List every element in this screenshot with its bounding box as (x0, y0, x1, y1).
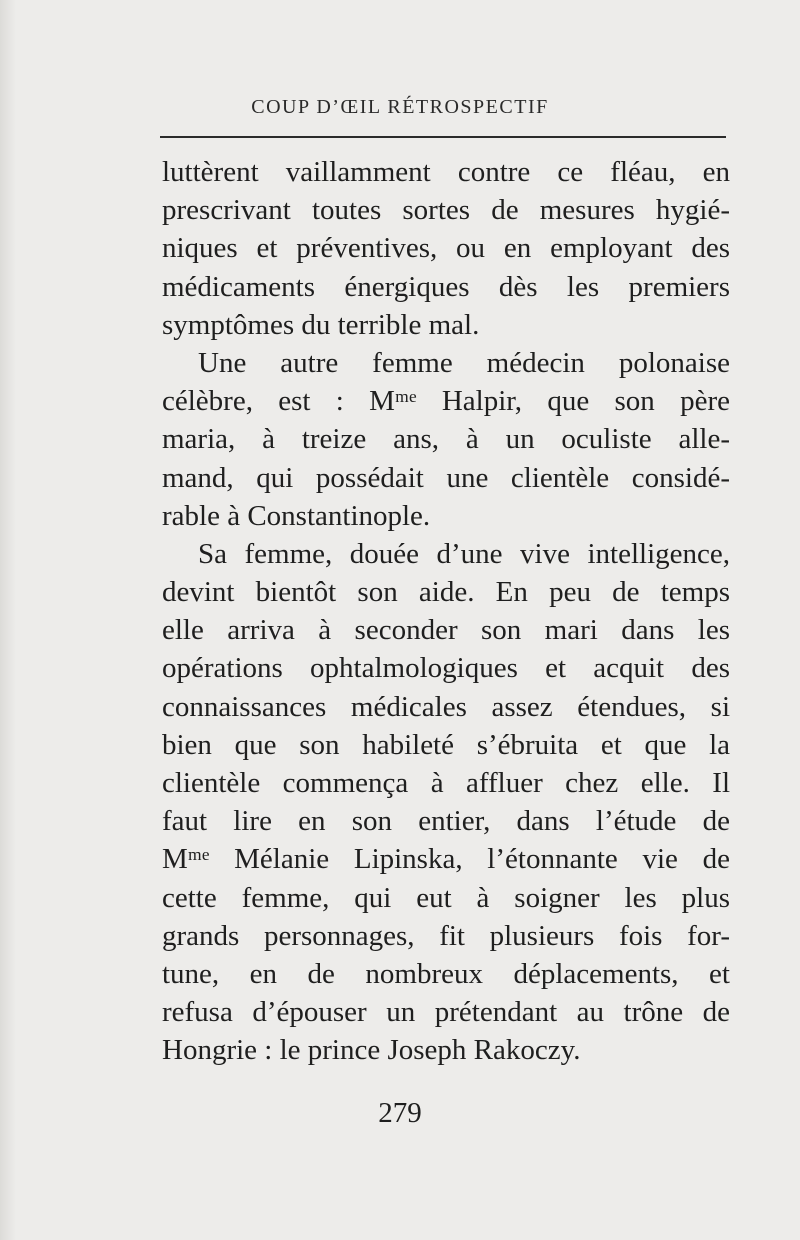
text-line: luttèrent vaillamment contre ce fléau, en (162, 156, 730, 188)
page-edge-shadow (0, 0, 16, 1240)
text-line: Mᵐᵉ Mélanie Lipinska, l’étonnante vie de (162, 843, 730, 876)
text-line: grands personnages, fit plusieurs fois for- (162, 919, 730, 952)
text-line: prescrivant toutes sortes de mesures hygié- (162, 194, 730, 227)
text-line: faut lire en son entier, dans l’étude de (162, 805, 730, 838)
paragraph-start-line: Une autre femme médecin polonaise (198, 346, 730, 379)
text-line: connaissances médicales assez étendues, si (162, 690, 730, 723)
text-line: célèbre, est : Mᵐᵉ Halpir, que son père (162, 385, 730, 418)
text-line: bien que son habileté s’ébruita et que la (162, 728, 730, 761)
text-line: refusa d’épouser un prétendant au trône de (162, 996, 730, 1029)
header-rule (160, 136, 726, 138)
text-line: rable à Constantinople. (162, 499, 431, 532)
text-line: clientèle commença à affluer chez elle. Il (162, 767, 730, 799)
text-line: cette femme, qui eut à soigner les plus (162, 881, 730, 914)
text-line: maria, à treize ans, à un oculiste alle- (162, 423, 730, 456)
page-number: 279 (378, 1097, 422, 1129)
paragraph-start-line: Sa femme, douée d’une vive intelligence, (198, 537, 730, 570)
text-line: devint bientôt son aide. En peu de temps (162, 576, 730, 609)
text-line: Hongrie : le prince Joseph Rakoczy. (162, 1034, 581, 1067)
text-line: tune, en de nombreux déplacements, et (162, 957, 730, 990)
text-line: médicaments énergiques dès les premiers (162, 270, 730, 303)
text-line: niques et préventives, ou en employant des (162, 232, 730, 265)
running-head: COUP D’ŒIL RÉTROSPECTIF (251, 96, 549, 118)
text-line: opérations ophtalmologiques et acquit des (162, 652, 730, 685)
text-line: mand, qui possédait une clientèle considé- (162, 461, 730, 494)
text-line: elle arriva à seconder son mari dans les (162, 614, 730, 647)
text-line: symptômes du terrible mal. (162, 308, 480, 341)
body-text (162, 153, 730, 1070)
